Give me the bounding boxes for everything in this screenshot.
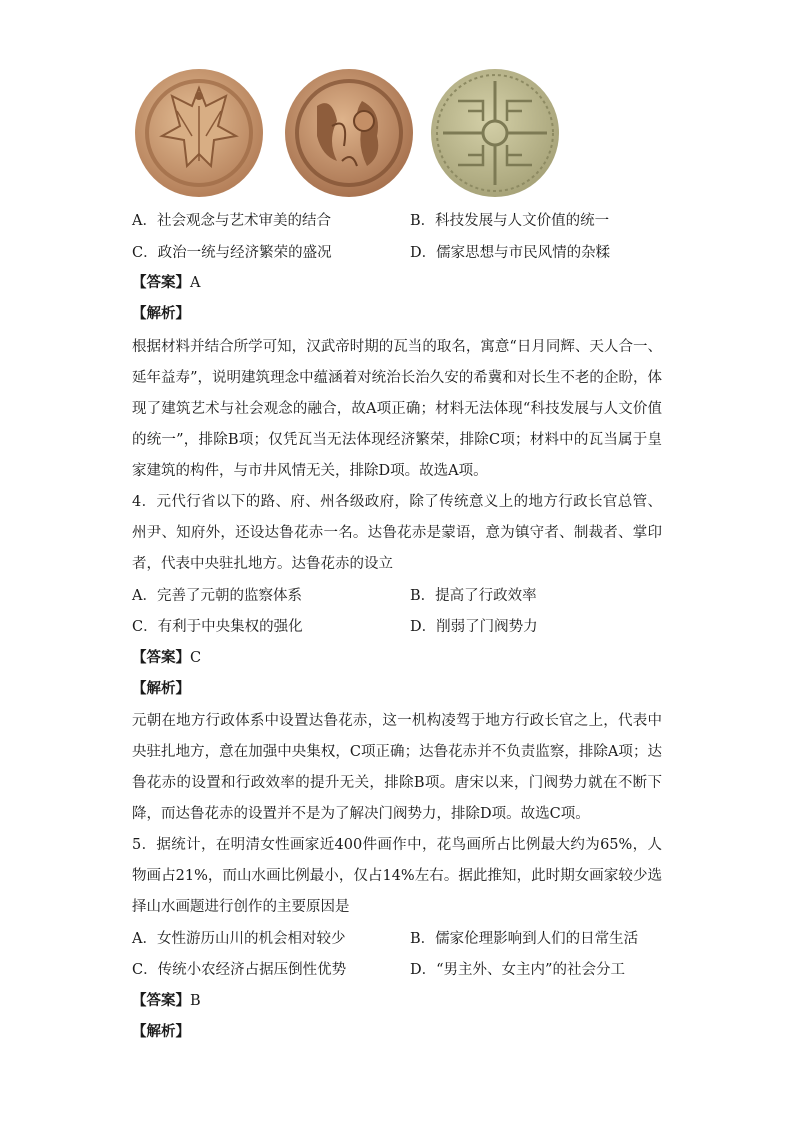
q3-option-d: D．儒家思想与市民风情的杂糅 (410, 245, 611, 261)
q5-option-c: C．传统小农经济占据压倒性优势 (132, 962, 347, 978)
q4-option-a: A．完善了元朝的监察体系 (132, 588, 302, 604)
answer-value: C (190, 650, 202, 666)
q4-option-b: B．提高了行政效率 (410, 588, 537, 604)
q5-option-a: A．女性游历山川的机会相对较少 (132, 931, 346, 947)
answer-label: 【答案】 (132, 992, 190, 1009)
q5-answer (132, 991, 201, 1011)
q3-analysis-text: 根据材料并结合所学可知，汉武帝时期的瓦当的取名，寓意“日月同辉、天人合一、延年益寿”，说明建筑理念中蕴涵着对统治长治久安的希冀和对长生不老的企盼，体现了建筑艺术与社会观念的融合，故A项正确；材料无法体现“科技发展与人文价值的统一”，排除B项；仅凭瓦当无法体现经济繁荣，排除C项；材料中的瓦当属于皇家建筑的构件，与市井风情无关，排除D项。故选A项。 (132, 339, 662, 479)
q3-option-a: A．社会观念与艺术审美的结合 (132, 213, 331, 229)
answer-value: A (190, 275, 201, 291)
phoenix-roof-tile-image (132, 66, 266, 200)
q5-option-b: B．儒家伦理影响到人们的日常生活 (410, 931, 639, 947)
q4-analysis-text: 元朝在地方行政体系中设置达鲁花赤，这一机构凌驾于地方行政长官之上，代表中央驻扎地方，意在加强中央集权，C项正确；达鲁花赤并不负责监察，排除A项；达鲁花赤的设置和行政效率的提升无关，排除B项。唐宋以来，门阀势力就在不断下降，而达鲁花赤的设置并不是为了解决门阀势力，排除D项。故选C项。 (132, 713, 662, 822)
q4-analysis-label: 【解析】 (132, 680, 190, 697)
q3-answer (132, 273, 200, 293)
q3-option-c: C．政治一统与经济繁荣的盛况 (132, 245, 332, 261)
q5-analysis-label: 【解析】 (132, 1023, 190, 1040)
roof-tile-images (132, 66, 562, 200)
q3-analysis-label: 【解析】 (132, 305, 190, 322)
figures-roof-tile-image (282, 66, 416, 200)
q3-option-b: B．科技发展与人文价值的统一 (410, 213, 610, 229)
answer-label: 【答案】 (132, 274, 190, 291)
q4-option-d: D．削弱了门阀势力 (410, 619, 538, 635)
q4-stem: 4．元代行省以下的路、府、州各级政府，除了传统意义上的地方行政长官总管、州尹、知府外，还设达鲁花赤一名。达鲁花赤是蒙语，意为镇守者、制裁者、掌印者，代表中央驻扎地方。达鲁花赤的设立 (132, 494, 662, 572)
geometric-roof-tile-image (428, 66, 562, 200)
q5-stem: 5．据统计，在明清女性画家近400件画作中，花鸟画所占比例最大约为65%，人物画占21%，而山水画比例最小，仅占14%左右。据此推知，此时期女画家较少选择山水画题进行创作的主要原因是 (132, 837, 662, 915)
q4-answer (132, 648, 201, 668)
q4-option-c: C．有利于中央集权的强化 (132, 619, 303, 635)
q5-option-d: D．“男主外、女主内”的社会分工 (410, 962, 625, 978)
answer-value: B (190, 993, 201, 1009)
answer-label: 【答案】 (132, 649, 190, 666)
